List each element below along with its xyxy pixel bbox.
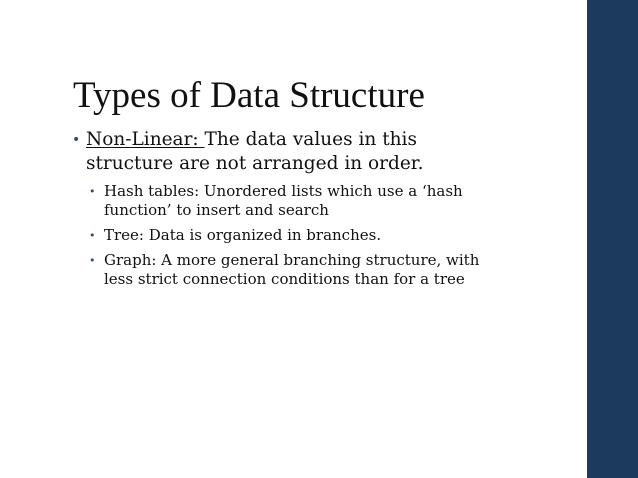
main-point-label: Non-Linear: — [86, 129, 205, 150]
sub-point-graph — [89, 251, 574, 289]
slide-title: Types of Data Structure — [73, 75, 425, 116]
sub-point-line1: Graph: A more general branching structure, with — [104, 251, 480, 269]
side-accent-bar — [587, 0, 638, 478]
sub-point-line2: function’ to insert and search — [104, 201, 329, 219]
main-bullet-icon: • — [72, 132, 81, 148]
sub-point-line1: Hash tables: Unordered lists which use a ‘hash — [104, 182, 463, 200]
sub-point-list — [89, 182, 574, 295]
sub-point-line1: Tree: Data is organized in branches. — [104, 226, 382, 244]
main-point-text-line1: The data values in this — [204, 129, 417, 150]
sub-point-line2: less strict connection conditions than for a tree — [104, 270, 465, 288]
sub-bullet-icon: • — [89, 229, 96, 242]
main-point-text-line2: structure are not arranged in order. — [86, 153, 424, 174]
main-point — [86, 128, 566, 176]
sub-bullet-icon: • — [89, 185, 96, 198]
sub-point-hash-tables — [89, 182, 574, 220]
sub-point-tree — [89, 226, 574, 245]
sub-bullet-icon: • — [89, 254, 96, 267]
